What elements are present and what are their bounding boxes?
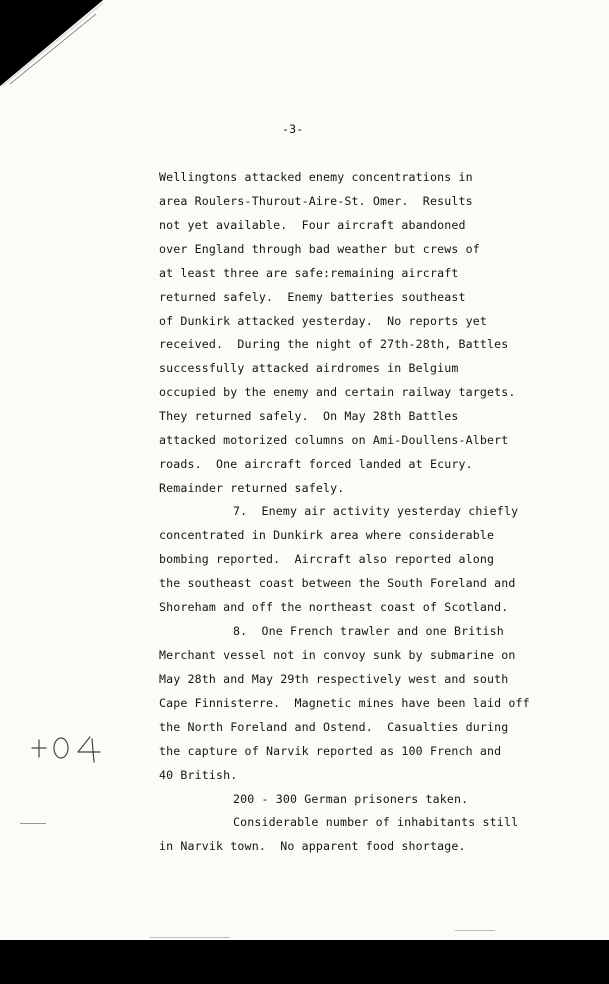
scan-artifact xyxy=(20,823,46,824)
inhabitants-line: Considerable number of inhabitants still xyxy=(233,815,519,829)
text-line: attacked motorized columns on Ami-Doullens-Albert xyxy=(159,433,509,447)
paragraph-7-start: 7. Enemy air activity yesterday chiefly xyxy=(233,504,519,518)
prisoners-line: 200 - 300 German prisoners taken. xyxy=(233,792,469,806)
scan-artifact xyxy=(455,930,495,931)
text-line: Cape Finnisterre. Magnetic mines have been laid off xyxy=(159,696,530,710)
text-line: bombing reported. Aircraft also reported along xyxy=(159,552,495,566)
text-line: 40 British. xyxy=(159,768,238,782)
text-line: area Roulers-Thurout-Aire-St. Omer. Results xyxy=(159,194,473,208)
text-line: over England through bad weather but crews of xyxy=(159,242,480,256)
paragraph-8-start: 8. One French trawler and one British xyxy=(233,624,504,638)
page-number: -3- xyxy=(282,122,304,136)
text-line: roads. One aircraft forced landed at Ecury. xyxy=(159,457,473,471)
text-line: Merchant vessel not in convoy sunk by submarine on xyxy=(159,648,516,662)
text-line: May 28th and May 29th respectively west and south xyxy=(159,672,509,686)
text-line: received. During the night of 27th-28th, Battles xyxy=(159,337,509,351)
text-line: concentrated in Dunkirk area where considerable xyxy=(159,528,495,542)
text-line: Shoreham and off the northeast coast of Scotland. xyxy=(159,600,509,614)
text-line: occupied by the enemy and certain railway targets. xyxy=(159,385,516,399)
text-line: not yet available. Four aircraft abandoned xyxy=(159,218,466,232)
text-line: the southeast coast between the South Foreland and xyxy=(159,576,516,590)
scan-artifact xyxy=(150,937,230,938)
text-line: the North Foreland and Ostend. Casualties during xyxy=(159,720,509,734)
text-line: the capture of Narvik reported as 100 French and xyxy=(159,744,502,758)
text-line: at least three are safe:remaining aircraft xyxy=(159,266,459,280)
text-line: successfully attacked airdromes in Belgium xyxy=(159,361,459,375)
handwritten-margin-note xyxy=(30,733,112,763)
folded-corner xyxy=(0,0,110,95)
text-line: of Dunkirk attacked yesterday. No reports yet xyxy=(159,314,487,328)
text-line: in Narvik town. No apparent food shortage. xyxy=(159,839,466,853)
text-line: Wellingtons attacked enemy concentrations in xyxy=(159,170,473,184)
text-line: Remainder returned safely. xyxy=(159,481,345,495)
text-line: returned safely. Enemy batteries southeast xyxy=(159,290,466,304)
text-line: They returned safely. On May 28th Battles xyxy=(159,409,459,423)
